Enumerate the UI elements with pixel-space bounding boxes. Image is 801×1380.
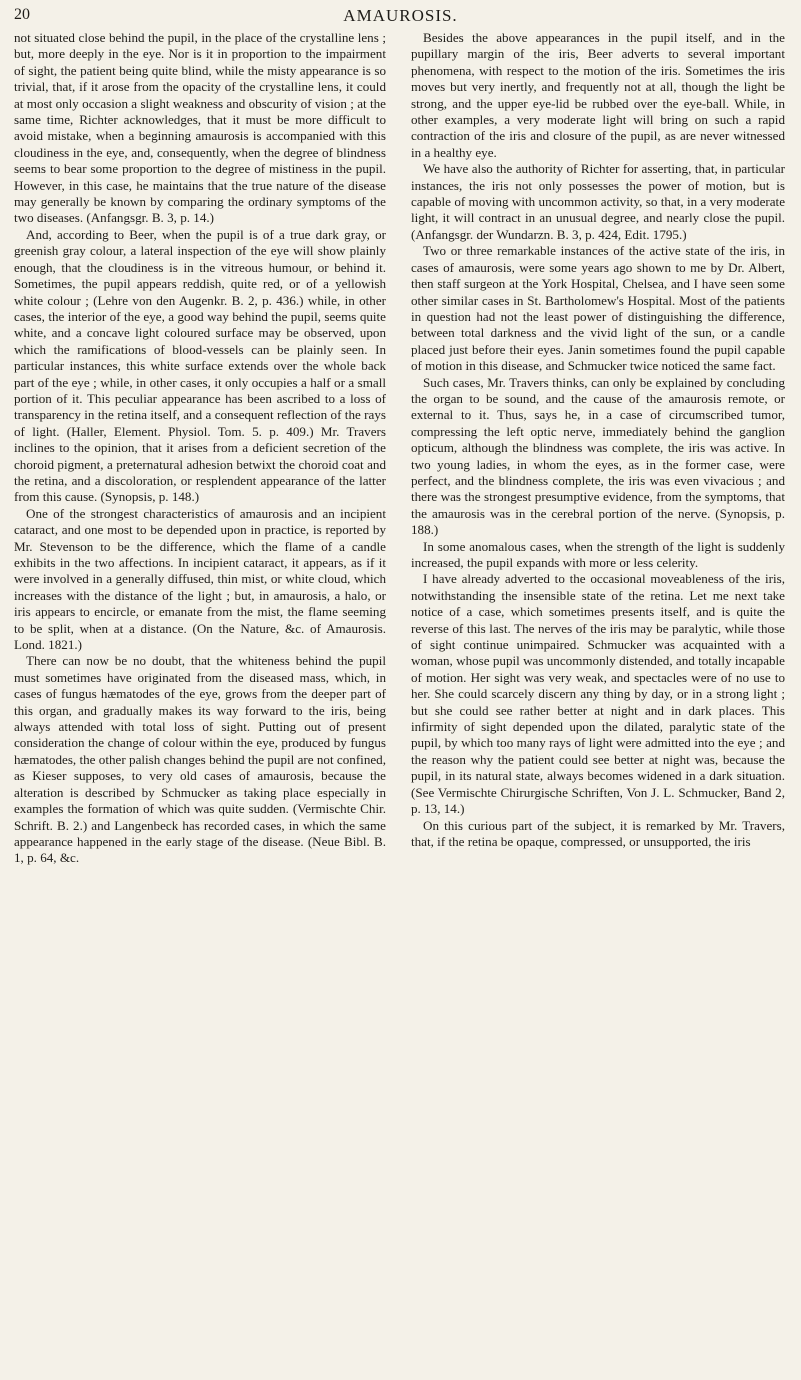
paragraph: not situated close behind the pupil, in the place of the crystalline lens ; but, more deeply in the eye. Nor is it in proportion to the impairment of sight, the patient being quite blind, while the misty appearance is so trivial, that, if it arose from the opacity of the crystalline lens, it could at most only occasion a slight weakness and obscurity of vision ; at the same time, Richter acknowledges, that it must be more difficult to avoid mistake, when a beginning amaurosis is accompanied with this cloudiness in the eye, and, consequently, when the degree of blindness seems to bear some proportion to the degree of mistiness in the pupil. However, in this case, he maintains that the true nature of the disease may generally be known by comparing the ordinary symptoms of the two diseases. (Anfangsgr. B. 3, p. 14.) — [14, 30, 386, 226]
paragraph: In some anomalous cases, when the strength of the light is suddenly increased, the pupil expands with more or less celerity. — [411, 538, 785, 570]
paragraph: Such cases, Mr. Travers thinks, can only be explained by concluding the organ to be sound, and the cause of the amaurosis remote, or external to it. Thus, says he, in a case of circumscribed tumor, compressing the left optic nerve, immediately behind the ganglion opticum, although the blindness was complete, the iris was active. In two young ladies, in whom the eyes, as in the former case, were perfect, and the blindness complete, the iris was even vivacious ; and there was the strongest presumptive evidence, from the symptoms, that the amaurosis was in the cerebral portion of the nerve. (Synopsis, p. 188.) — [411, 374, 785, 538]
paragraph: Besides the above appearances in the pupil itself, and in the pupillary margin of the iris, Beer adverts to several important phenomena, with respect to the motion of the iris. Sometimes the iris moves but very inertly, and frequently not at all, though the light be strong, and the upper eye-lid be rubbed over the eye-ball. While, in other examples, a very moderate light will bring on such a rapid contraction of the iris and closure of the pupil, as are never witnessed in a healthy eye. — [411, 30, 785, 160]
running-title: AMAUROSIS. — [343, 6, 458, 25]
page-number: 20 — [14, 6, 30, 23]
left-column — [14, 30, 386, 867]
right-column — [411, 30, 785, 850]
paragraph: We have also the authority of Richter for asserting, that, in particular instances, the iris not only possesses the power of motion, but is capable of moving with uncommon activity, so that, in a very moderate light, it will contract in an unusual degree, and nearly close the pupil. (Anfangsgr. der Wundarzn. B. 3, p. 424, Edit. 1795.) — [411, 161, 785, 242]
paragraph: There can now be no doubt, that the whiteness behind the pupil must sometimes have originated from the diseased mass, which, in cases of fungus hæmatodes of the eye, grows from the deeper part of this organ, and gradually makes its way forward to the iris, being always attended with total loss of sight. Putting out of present consideration the change of colour within the eye, produced by fungus hæmatodes, the other palish changes behind the pupil are not confined, as Kieser supposes, to very old cases of amaurosis, because the alteration is described by Schmucker as taking place especially in examples the formation of which was quite sudden. (Vermischte Chir. Schrift. B. 2.) and Langenbeck has recorded cases, in which the same appearance happened in the early stage of the disease. (Neue Bibl. B. 1, p. 64, &c. — [14, 653, 386, 866]
paragraph: I have already adverted to the occasional moveableness of the iris, notwithstanding the insensible state of the retina. Let me next take notice of a case, which sometimes presents itself, and is quite the reverse of this last. The nerves of the iris may be paralytic, while those of sight continue unimpaired. Schmucker was acquainted with a woman, whose pupil was uncommonly distended, and totally incapable of motion. Her sight was very weak, and spectacles were of no use to her. She could scarcely discern any thing by day, or in a strong light ; but she could see rather better at night and in dark places. This infirmity of sight depended upon the dilated, paralytic state of the pupil, by which too many rays of light were admitted into the eye ; and the reason why the patient could see better at night was, because the pupil, in its natural state, always becomes widened in a dark situation. (See Vermischte Chirurgische Schriften, Von J. L. Schmucker, Band 2, p. 13, 14.) — [411, 571, 785, 817]
page-header — [14, 6, 787, 30]
paragraph: On this curious part of the subject, it is remarked by Mr. Travers, that, if the retina be opaque, compressed, or unsupported, the iris — [411, 817, 785, 849]
paragraph: And, according to Beer, when the pupil is of a true dark gray, or greenish gray colour, a lateral inspection of the eye will show plainly enough, that the cloudiness is in the vitreous humour, or behind it. Sometimes, the pupil appears reddish, quite red, or of a yellowish white colour ; (Lehre von den Augenkr. B. 2, p. 436.) while, in other cases, the interior of the eye, a good way behind the pupil, seems quite white, and a concave light coloured surface may be observed, upon which the ramifications of blood-vessels can be plainly seen. In particular instances, this white surface extends over the whole back part of the eye ; while, in other cases, it only occupies a half or a small portion of it. This peculiar appearance has been ascribed to a loss of transparency in the retina itself, and a consequent reflection of the rays of light. (Haller, Element. Physiol. Tom. 5. p. 409.) Mr. Travers inclines to the opinion, that it arises from a deficient secretion of the choroid pigment, a preternatural adhesion betwixt the choroid coat and the retina, and a discoloration, or resplendent appearance of the latter from this cause. (Synopsis, p. 148.) — [14, 226, 386, 505]
paragraph: Two or three remarkable instances of the active state of the iris, in cases of amaurosis, were some years ago shown to me by Dr. Albert, then staff surgeon at the York Hospital, Chelsea, and I have seen some other similar cases in St. Bartholomew's Hospital. Most of the patients in question had not the least power of distinguishing the difference, between total darkness and the vivid light of the sun, or a candle placed just before their eyes. Janin sometimes found the pupil capable of motion in this disease, and Schmucker twice noticed the same fact. — [411, 243, 785, 374]
paragraph: One of the strongest characteristics of amaurosis and an incipient cataract, and one most to be depended upon in practice, is reported by Mr. Stevenson to be the difference, which the flame of a candle exhibits in the two affections. In incipient cataract, it appears, as if it were involved in a generally diffused, thin mist, or white cloud, which increases with the distance of the light ; but, in amaurosis, a halo, or iris appears to encircle, or emanate from the mist, the flame seeming to be split, when at a distance. (On the Nature, &c. of Amaurosis. Lond. 1821.) — [14, 505, 386, 653]
